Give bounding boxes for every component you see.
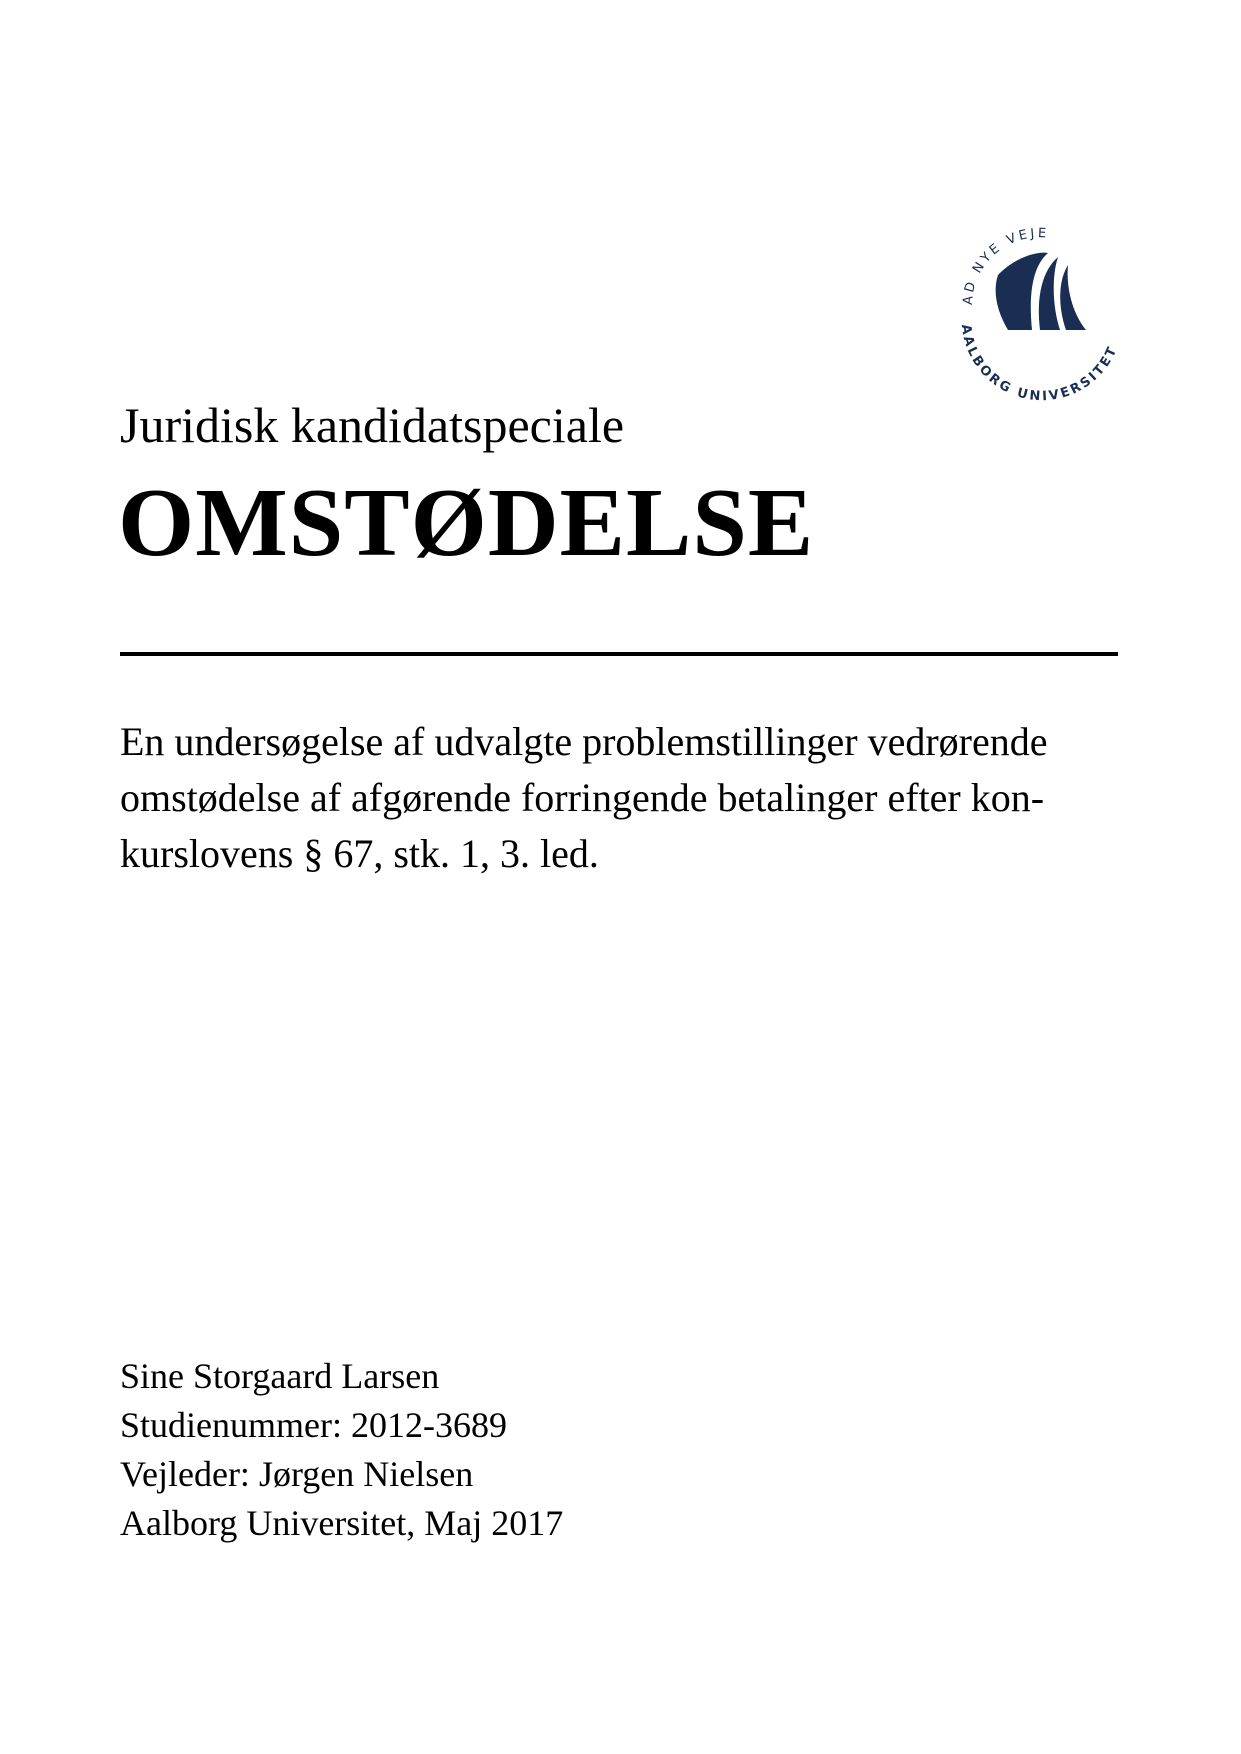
student-number: Studienummer: 2012-3689 — [120, 1405, 507, 1445]
author-name: Sine Storgaard Larsen — [120, 1356, 440, 1396]
description-line: kurslovens § 67, stk. 1, 3. led. — [120, 831, 599, 876]
document-type-subtitle: Juridisk kandidatspeciale — [120, 397, 625, 453]
description-line: omstødelse af afgørende forringende betalinger efter kon- — [120, 775, 1045, 820]
author-info — [120, 1352, 563, 1548]
logo-wave-emblem — [996, 253, 1086, 330]
supervisor: Vejleder: Jørgen Nielsen — [120, 1454, 474, 1494]
aalborg-university-logo — [940, 205, 1140, 405]
thesis-description — [120, 714, 1120, 882]
logo-university-text: AALBORG UNIVERSITET — [957, 323, 1122, 405]
institution-date: Aalborg Universitet, Maj 2017 — [120, 1503, 564, 1543]
title-divider — [120, 652, 1118, 656]
logo-motto-text: AD NYE VEJE — [960, 226, 1050, 306]
description-line: En undersøgelse af udvalgte problemstillinger vedrørende — [120, 719, 1048, 764]
page-title: OMSTØDELSE — [118, 469, 815, 577]
